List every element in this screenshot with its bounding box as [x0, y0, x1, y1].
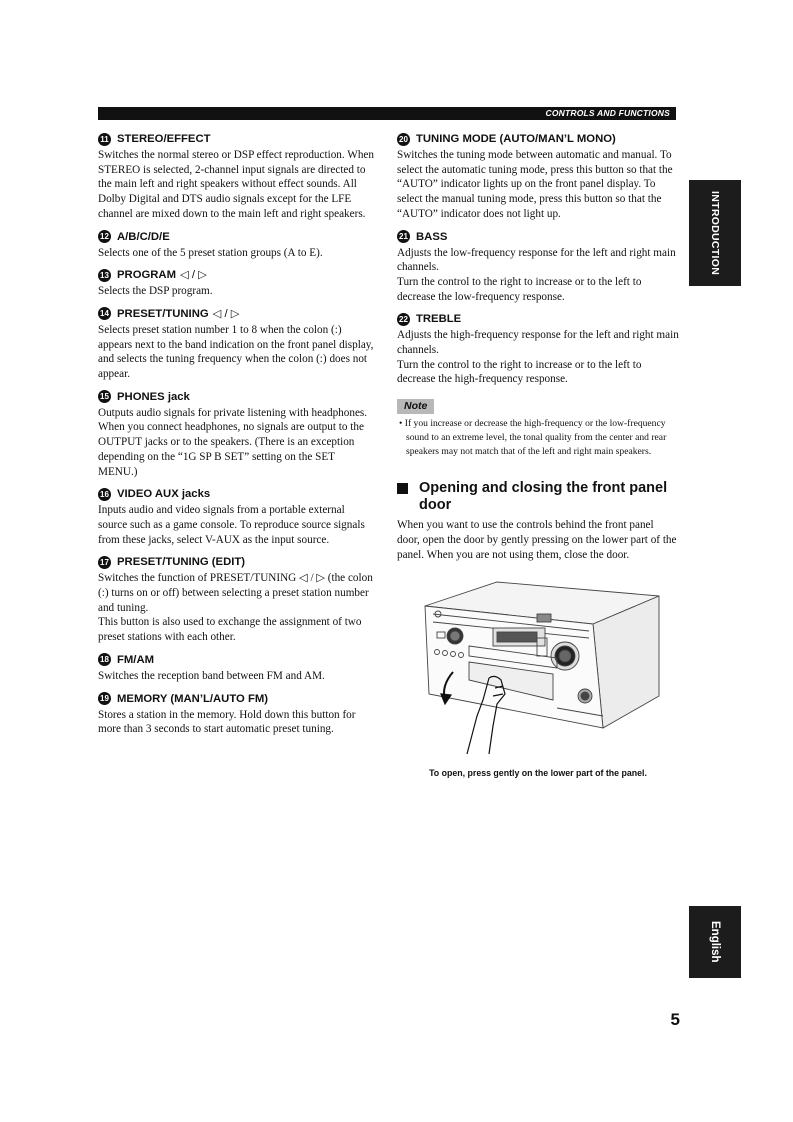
circled-number-icon: 19 [98, 692, 111, 705]
control-name: MEMORY (MAN’L/AUTO FM) [117, 692, 269, 705]
control-description [98, 148, 376, 222]
control-item [98, 555, 376, 645]
control-name: TUNING MODE (AUTO/MAN’L MONO) [416, 133, 616, 145]
control-description [98, 284, 376, 299]
description-paragraph: Selects the DSP program. [98, 285, 213, 298]
control-name: BASS [416, 230, 448, 243]
circled-number-icon: 17 [98, 556, 111, 569]
control-name: VIDEO AUX jacks [117, 488, 211, 501]
control-description [98, 503, 376, 547]
control-name: PHONES jack [117, 390, 190, 403]
description-paragraph: Outputs audio signals for private listening with headphones. When you connect headphones, no signals are output to the OUTPUT jacks or to the speakers. (There is an exception depending on the “1G SP B SET” setting on the SET MENU.) [98, 406, 368, 478]
circled-number-icon: 12 [98, 230, 111, 243]
description-paragraph: Turn the control to the right to increase or to the left to decrease the high-frequency response. [397, 358, 642, 386]
control-description [397, 246, 679, 305]
circled-number-icon: 14 [98, 307, 111, 320]
control-description [98, 571, 376, 645]
control-name: A/B/C/D/E [117, 230, 170, 243]
receiver-front-panel-drawing [397, 576, 679, 756]
note-label: Note [397, 399, 434, 414]
description-paragraph: Inputs audio and video signals from a portable external source such as a game console. To reproduce source signals from these jacks, select V-AUX as the input source. [98, 504, 365, 546]
description-paragraph: Switches the function of PRESET/TUNING ◁ / ▷ (the colon (:) turns on or off) between selecting a preset station number and tuning. [98, 572, 373, 614]
section-body: When you want to use the controls behind the front panel door, open the door by gently pressing on the lower part of the panel. When you are not using them, close the door. [397, 519, 677, 561]
control-item-title [98, 390, 376, 404]
page-number: 5 [670, 1010, 680, 1029]
description-paragraph: This button is also used to exchange the assignment of two preset stations with each other. [98, 616, 362, 644]
description-paragraph: Stores a station in the memory. Hold down this button for more than 3 seconds to start automatic preset tuning. [98, 708, 356, 736]
control-item [98, 307, 376, 382]
control-item-title [98, 653, 376, 667]
control-item [397, 230, 679, 305]
circled-number-icon: 21 [397, 230, 410, 243]
control-name: FM/AM [117, 653, 155, 666]
control-item [397, 132, 679, 222]
control-description [397, 328, 679, 387]
control-name: PRESET/TUNING (EDIT) [117, 556, 246, 569]
circled-number-icon: 11 [98, 133, 111, 146]
left-column [98, 132, 376, 745]
circled-number-icon: 13 [98, 269, 111, 282]
description-paragraph: Switches the normal stereo or DSP effect reproduction. When STEREO is selected, 2-channel input signals are directed to the main left and right speakers without effect sounds. All Dolby Digital and DTS audio signals except for the LFE channel are mixed down to the main left and right speakers. [98, 149, 374, 220]
introduction-side-tab: INTRODUCTION [689, 180, 741, 286]
control-item-title [98, 307, 376, 321]
control-item-title [98, 132, 376, 146]
description-paragraph: Switches the tuning mode between automatic and manual. To select the automatic tuning mode, press this button so that the “AUTO” indicator lights up on the front panel display. To select the manual tuning mode, press this button so that the “AUTO” indicator does not light up. [397, 149, 673, 220]
right-column [397, 132, 679, 756]
description-paragraph: Adjusts the low-frequency response for the left and right main channels. [397, 246, 676, 274]
control-item-title [397, 312, 679, 326]
control-name: PRESET/TUNING [117, 307, 209, 320]
control-item-title [397, 230, 679, 244]
description-paragraph: Switches the reception band between FM and AM. [98, 669, 325, 682]
circled-number-icon: 16 [98, 488, 111, 501]
control-item-title [397, 132, 679, 146]
control-item-title [98, 487, 376, 501]
circled-number-icon: 18 [98, 653, 111, 666]
control-item [98, 653, 376, 684]
section-heading [397, 480, 679, 514]
control-name: TREBLE [416, 313, 462, 326]
description-paragraph: Selects one of the 5 preset station groups (A to E). [98, 246, 323, 259]
note-text: • If you increase or decrease the high-frequency or the low-frequency sound to an extreme level, the tonal quality from the center and rear speakers may not match that of the left and right main speakers. [399, 418, 667, 458]
control-item-title [98, 230, 376, 244]
control-description [98, 708, 376, 737]
control-description [98, 406, 376, 480]
receiver-illustration [397, 576, 679, 756]
control-item [98, 390, 376, 480]
control-item [98, 268, 376, 299]
control-item-title [98, 555, 376, 569]
control-item-title [98, 692, 376, 706]
control-description [98, 246, 376, 261]
description-paragraph: Turn the control to the right to increase or to the left to decrease the low-frequency response. [397, 275, 642, 303]
control-item-title [98, 268, 376, 282]
language-side-tab: English [689, 906, 741, 978]
control-item [98, 487, 376, 547]
control-item [397, 312, 679, 387]
control-name: STEREO/EFFECT [117, 133, 211, 145]
control-item [98, 132, 376, 222]
section-title: Opening and closing the front panel door [419, 480, 668, 514]
circled-number-icon: 22 [397, 313, 410, 326]
arrow-keys-icon: ◁ / ▷ [180, 269, 207, 282]
control-name: PROGRAM [117, 269, 176, 282]
circled-number-icon: 20 [397, 133, 410, 146]
circled-number-icon: 15 [98, 390, 111, 403]
description-paragraph: Adjusts the high-frequency response for the left and right main channels. [397, 329, 679, 357]
arrow-keys-icon: ◁ / ▷ [212, 307, 240, 320]
square-bullet-icon [397, 483, 408, 494]
control-item [98, 692, 376, 737]
figure-caption: To open, press gently on the lower part of the panel. [429, 768, 647, 778]
note-box [397, 395, 679, 459]
section-header-bar: CONTROLS AND FUNCTIONS [98, 107, 676, 120]
control-description [98, 323, 376, 382]
control-item [98, 230, 376, 261]
control-description [397, 148, 679, 222]
control-description [98, 669, 376, 684]
description-paragraph: Selects preset station number 1 to 8 when the colon (:) appears next to the band indication on the front panel display, and selects the tuning frequency when the colon (:) does not appear. [98, 323, 374, 381]
